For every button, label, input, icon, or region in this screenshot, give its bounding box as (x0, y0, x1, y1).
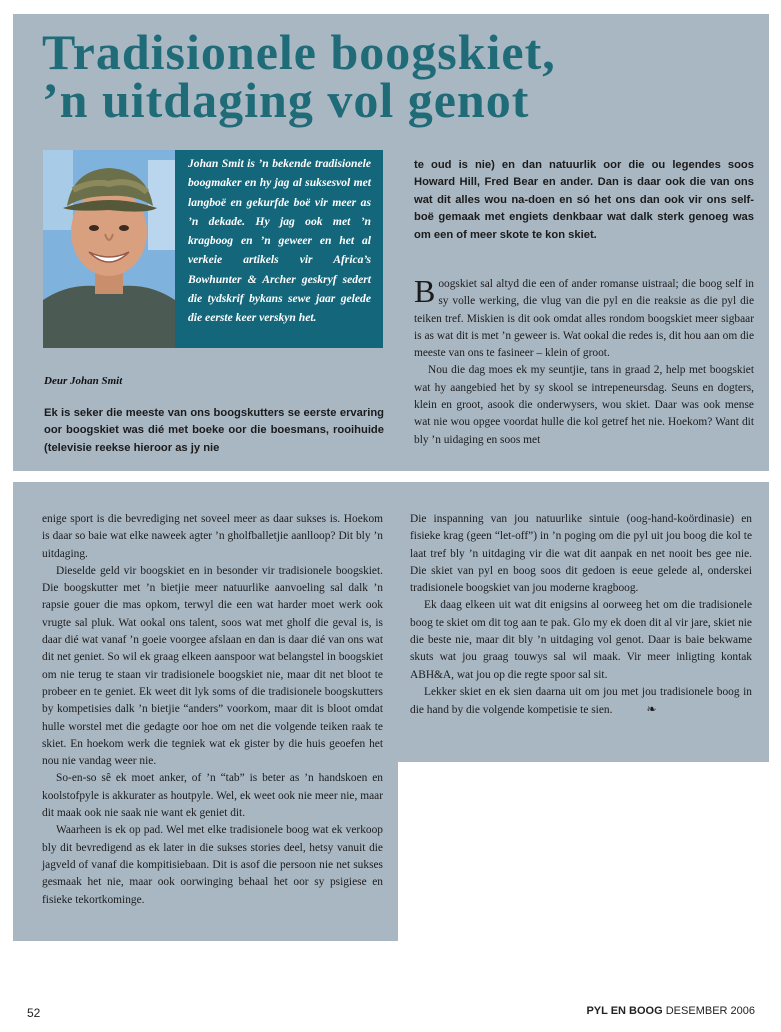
body-paragraph-8: Ek daag elkeen uit wat dit enigsins al oorweeg het om die tradisionele boog te skiet om dit tog aan te pak. Glo my ek doen dit al vir jare, skiet nie die beste nie, maar dit bly ’n uitdaging vol genot. Daar is baie bekwame skuts wat jou graag touwys sal wil maak. Vir meer inligting kontak ABH&A, wat jou op die regte spoor sal sit. (410, 599, 752, 681)
body-paragraph-5: So-en-so sê ek moet anker, of ’n “tab” is beter as ’n handskoen en koolstofpyle is akkurater as houtpyle. Wel, ek weet ook nie meer nie, maar dit maak ook nie saak nie want ek geniet dit. (42, 772, 383, 820)
author-portrait-photo (43, 150, 175, 348)
body-paragraph-9: Lekker skiet en ek sien daarna uit om jou met jou tradisionele boog in die hand by die volgende kompetisie te sien. (410, 685, 752, 717)
author-bio-text: Johan Smit is ’n bekende tradisionele boogmaker en hy jag al suksesvol met langboë en gekurfde boë vir meer as ’n dekade. Hy jag ook met ’n kragboog en ’n geweer en het al verkeie artikels vir Africa’s Bowhunter & Archer geskryf sedert die tydskrif bykans sewe jaar gelede die eerste keer verskyn het. (188, 157, 371, 325)
title-line-2: ’n uitdaging vol genot (42, 72, 530, 128)
lede-paragraph-right: te oud is nie) en dan natuurlik oor die ou legendes soos Howard Hill, Fred Bear en ander. Dan is daar ook die van ons wat dit alles wou na-doen en só het ons dan ook vir ons self-boë gemaak met engiets denkbaar wat dalk sterk genoeg was om een of meer skote te kon skiet. (414, 159, 754, 241)
drop-cap: B (414, 273, 436, 309)
publication-footer (586, 1005, 755, 1017)
page-number: 52 (27, 1006, 41, 1020)
body-column-bottom-right (410, 511, 752, 720)
body-paragraph-3: enige sport is die bevrediging net soveel meer as daar sukses is. Hoekom is daar so baie wat elke naweek agter ’n gholfballetjie aanlloop? Dit bly ’n uitdaging. (42, 513, 383, 560)
publication-issue: DESEMBER 2006 (665, 1005, 755, 1017)
body-paragraph-7: Die inspanning van jou natuurlike sintuie (oog-hand-koördinasie) en fisieke krag (geen “let-off”) in ’n poging om die pyl uit jou boog die kol te laat tref bly ’n uitdaging vir die wat dit aanpak en net nooit bes gee nie. Die skiet van pyl en boog soos dit gedoen is eeue gelede al, onderskei tradisionele boogskiet van jou moderne kragboog. (410, 513, 752, 595)
byline: Deur Johan Smit (44, 375, 123, 387)
end-of-article-mark-icon: ❧ (646, 702, 657, 717)
body-paragraph-6: Waarheen is ek op pad. Wel met elke tradisionele boog wat ek verkoop bly dit bevredigend as ek later in die sukses stories deel, hetsy vanuit die jagveld of vanaf die kompitisiebaan. Dit is asof die persoon nie net sukses gesmaak het nie, maar ook oorwinging behaal het oor sy psigiese en fisieke tekortkominge. (42, 824, 383, 906)
body-column-bottom-left (42, 511, 383, 909)
author-bio-box (175, 150, 383, 348)
article-title (42, 24, 556, 128)
body-paragraph-2: Nou die dag moes ek my seuntjie, tans in graad 2, help met boogskiet wat hy aangebied het by sy skool se intrepeneursdag. Seuns en dogters, klein en groot, asook die onderwysers, wou skiet. Daar was ook mense wat nie wou opgee voordat hulle die kol getref het nie. Hoekom? Want dit bly ’n uidaging en soos met (414, 364, 754, 446)
title-line-1: Tradisionele boogskiet, (42, 24, 556, 80)
body-column-top-right (414, 273, 754, 449)
publication-name: PYL EN BOOG (586, 1005, 663, 1017)
body-paragraph (414, 273, 754, 362)
portrait-illustration (43, 150, 175, 348)
lede-paragraph-left: Ek is seker die meeste van ons boogskutters se eerste ervaring oor boogskiet was dié met boeke oor die boesmans, rooihuide (televisie reekse hieroor as jy nie (44, 407, 384, 454)
body-paragraph-1: oogskiet sal altyd die een of ander romanse uistraal; die boog self in sy volle werking, die vlug van die pyl en die reaksie as die pyl die teiken tref. Miskien is dit ook omdat alles rondom boogskiet meer sigbaar is as wat dit is met ’n geweer is. Wat ookal die redes is, dit hou aan om die meeste van ons te fasineer – klein of groot. (414, 278, 754, 360)
body-paragraph-final (410, 684, 752, 720)
body-paragraph-4: Dieselde geld vir boogskiet en in besonder vir tradisionele boogskiet. Die boogskutter met ’n bietjie meer natuurlike aanvoeling sal dalk ’n rapsie gouer die mas opkom, terwyl die een wat harder moet werk ook vrugte sal pluk. Wat ookal ons talent, soos wat met gholf die geval is, is daar dié wat vanaf ’n goeie voorgee afslaan en dan is daar dié van ons wat dit net geniet. So wil ek graag elkeen aanspoor wat belangstel in boogskiet om nie terug te staan vir tradisionele boogskiet nie, maar dit net bloot te probeer en te geniet. Ek weet dit lyk soms of die tradisionele boogskutters by kompetisies dalk ’n bietjie “anders” voorkom, maar dit is bloot omdat hulle worstel met die gedagte oor hoe om net die volgende teiken raak te skiet. En hoekom werk die tegniek wat ek gister by die huis geoefen het nou nie vandag weer nie. (42, 564, 383, 768)
